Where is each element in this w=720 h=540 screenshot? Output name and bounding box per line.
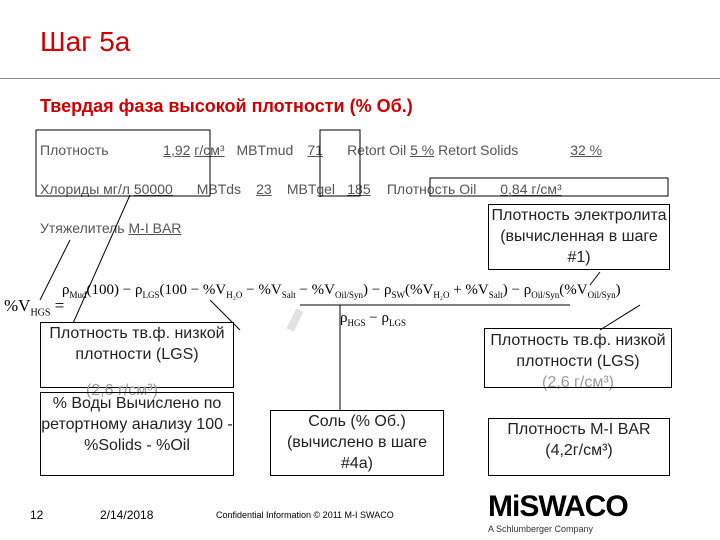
leader-line-2 <box>70 195 130 330</box>
company-logo <box>488 490 628 534</box>
callout-lgs-left: Плотность тв.ф. низкой плотности (LGS) <box>40 322 234 388</box>
callout-mibar: Плотность M-I BAR (4,2г/см³) <box>488 418 670 476</box>
callout-lgs-right: Плотность тв.ф. низкой плотности (LGS) (2,6 г/см³) <box>490 332 666 391</box>
density-unit: г/см³ <box>194 142 225 158</box>
retort-oil-label: Retort Oil <box>347 142 407 158</box>
density-value: 1,92 <box>163 142 191 158</box>
callout-lgs-left-ghost: (2,6 г/см³) <box>86 382 158 399</box>
retort-solids-label: Retort Solids <box>438 142 519 158</box>
weighting-value: M-I BAR <box>128 220 182 236</box>
footer-date: 2/14/2018 <box>100 508 154 522</box>
weighting-label: Утяжелитель <box>40 220 125 236</box>
footer-confidential: Confidential Information © 2011 M-I SWACO <box>216 510 394 520</box>
formula-lhs: $\%V_{HGS}$ = <box>4 296 65 319</box>
callout-electrolyte: Плотность электролита (вычисленная в шаге #1) <box>488 204 670 270</box>
slide-subtitle: Твердая фаза высокой плотности (% Об.) <box>40 96 413 116</box>
mbt-gel-label: MBTgel <box>286 181 336 197</box>
callout-mibar-value: (4,2г/см³) <box>545 442 613 459</box>
retort-solids-value: 32 % <box>570 142 603 158</box>
logo-tagline: A Schlumberger Company <box>488 524 594 534</box>
retort-oil-value: 5 % <box>410 142 435 158</box>
oil-density-label: Плотность Oil <box>386 181 477 197</box>
formula-numerator: $\rho_{Mud}(100) - \rho_{LGS}(100 - \%V_{H_2O} - \%V_{Salt} - \%V_{Oil/Syn}) - \rho_{SW}(\%V_{H_2O} + \%V_{Salt}) - \rho_{Oil/Syn}(\%V_{Oil/Syn})$ <box>62 282 621 300</box>
oil-density-highlight-box <box>430 178 668 196</box>
density-highlight-box <box>36 130 210 196</box>
page-number: 12 <box>30 508 44 522</box>
callout-salt: Соль (% Об.) (вычислено в шаге #4а) <box>270 410 444 476</box>
chlorides-value: 50000 <box>133 181 173 197</box>
mbt-ds-label: MBTds <box>196 181 242 197</box>
logo-wordmark: MiSWACO <box>488 490 628 523</box>
oil-density-value: 0,84 г/см³ <box>500 181 562 197</box>
leader-line-5 <box>600 305 640 330</box>
callout-water: % Воды Вычислено по ретортному анализу 100 - %Solids - %Oil <box>40 392 234 476</box>
slide-title: Шаг 5а <box>40 26 131 57</box>
density-label: Плотность <box>40 142 109 158</box>
callout-lgs-right-value: (2,6 г/см³) <box>542 374 614 391</box>
watermark-shape <box>290 310 300 330</box>
mbt-ds-value: 23 <box>256 181 272 197</box>
chlorides-label: Хлориды мг/л <box>40 181 130 197</box>
mbt-mud-value: 71 <box>307 142 323 158</box>
mbt-gel-value: 185 <box>347 181 371 197</box>
formula-denominator: $\rho_{HGS} - \rho_{LGS}$ <box>340 310 406 328</box>
callout-lgs-right-frame <box>484 328 672 388</box>
mbt-mud-label: MBTmud <box>236 142 294 158</box>
mbt-highlight-box <box>320 130 360 196</box>
